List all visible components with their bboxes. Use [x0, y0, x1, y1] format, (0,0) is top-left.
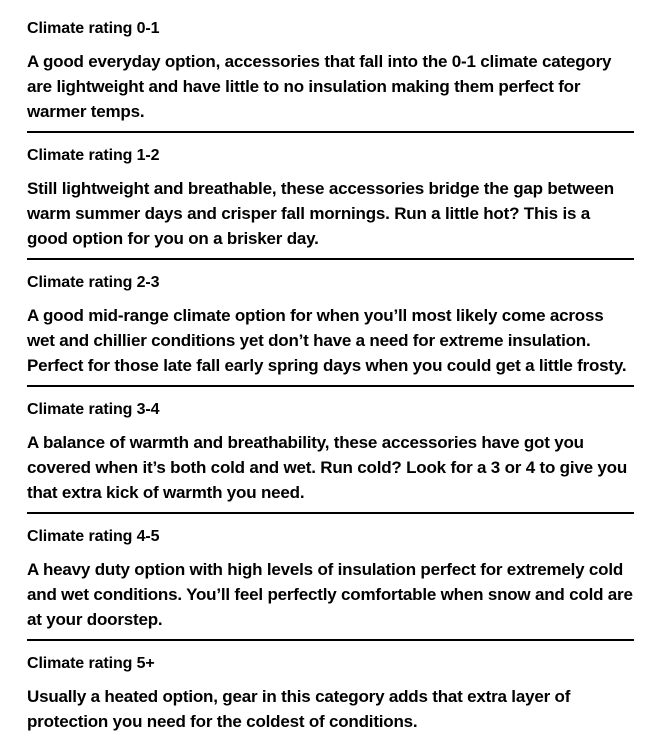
section-heading: Climate rating 3-4 [27, 401, 160, 418]
section-divider [27, 639, 634, 641]
section-divider [27, 512, 634, 514]
section-body: Usually a heated option, gear in this category adds that extra layer of protection you need for the coldest of conditions. [27, 687, 571, 731]
section-divider [27, 258, 634, 260]
section-climate-rating-5-plus [27, 653, 634, 734]
section-climate-rating-4-5 [27, 526, 634, 641]
section-body: A heavy duty option with high levels of insulation perfect for extremely cold and wet conditions. You’ll feel perfectly comfortable when snow and cold are at your doorstep. [27, 560, 633, 629]
section-divider [27, 385, 634, 387]
section-body: A balance of warmth and breathability, these accessories have got you covered when it’s both cold and wet. Run cold? Look for a 3 or 4 to give you that extra kick of warmth you need. [27, 433, 628, 502]
section-body: Still lightweight and breathable, these accessories bridge the gap between warm summer days and crisper fall mornings. Run a little hot? This is a good option for you on a brisker day. [27, 179, 614, 248]
section-heading: Climate rating 1-2 [27, 147, 160, 164]
section-divider [27, 131, 634, 133]
section-heading: Climate rating 4-5 [27, 528, 160, 545]
section-body: A good everyday option, accessories that fall into the 0-1 climate category are lightweight and have little to no insulation making them perfect for warmer temps. [27, 52, 612, 121]
section-climate-rating-2-3 [27, 272, 634, 387]
section-climate-rating-1-2 [27, 145, 634, 260]
section-climate-rating-0-1 [27, 18, 634, 133]
section-heading: Climate rating 2-3 [27, 274, 160, 291]
section-heading: Climate rating 5+ [27, 655, 155, 672]
section-climate-rating-3-4 [27, 399, 634, 514]
section-body: A good mid-range climate option for when you’ll most likely come across wet and chillier conditions yet don’t have a need for extreme insulation. Perfect for those late fall early spring days when you could get a little frosty. [27, 306, 627, 375]
section-heading: Climate rating 0-1 [27, 20, 160, 37]
